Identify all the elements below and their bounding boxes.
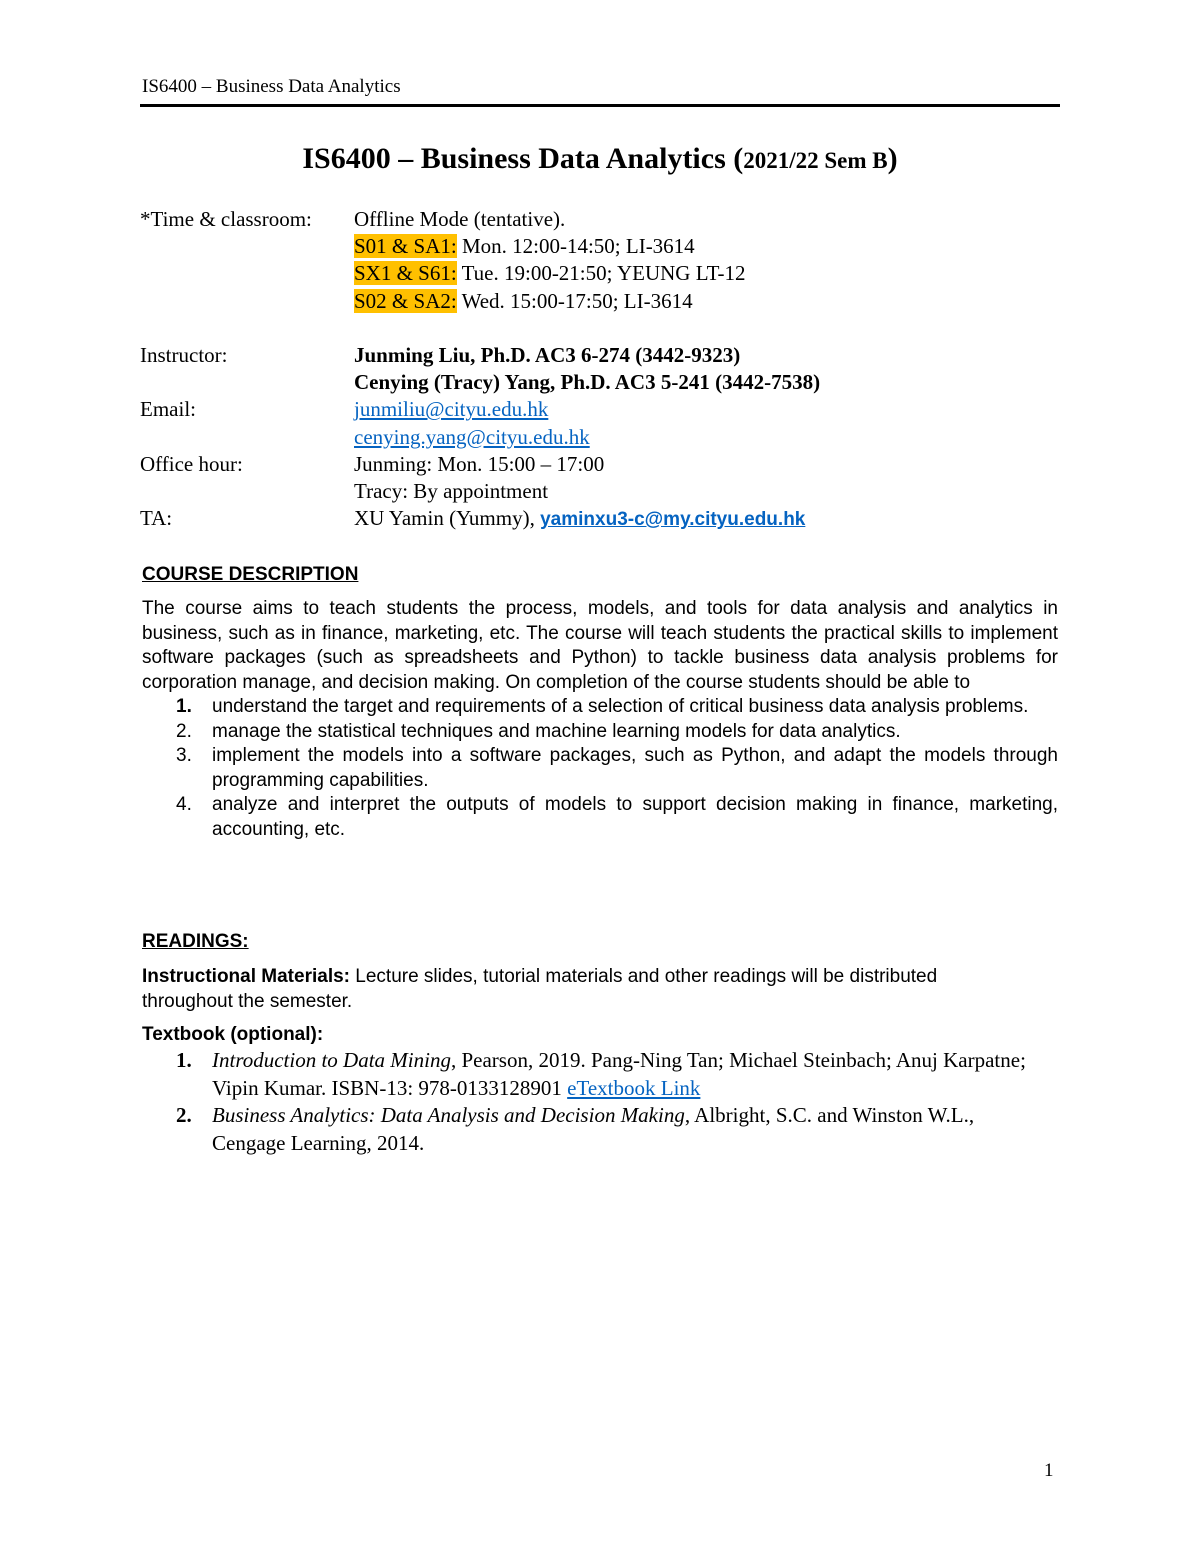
time-classroom-label: *Time & classroom:	[140, 207, 312, 231]
list-number: 2.	[176, 1103, 192, 1127]
session-row	[140, 260, 1060, 287]
email-row	[140, 396, 1060, 423]
book-title: Introduction to Data Mining	[212, 1048, 451, 1072]
list-item	[142, 744, 1058, 793]
title-close: )	[887, 142, 898, 175]
instructor-name: Junming Liu, Ph.D. AC3 6-274 (3442-9323)	[354, 342, 741, 367]
list-item	[142, 695, 1058, 720]
session-detail: Tue. 19:00-21:50; YEUNG LT-12	[456, 261, 746, 286]
list-number: 2.	[176, 720, 192, 742]
learning-goals-list	[142, 695, 1058, 842]
list-text: implement the models into a software packages, such as Python, and adapt the models through programming capabilities.	[212, 745, 1058, 791]
book-details: , Pearson, 2019. Pang-Ning Tan; Michael Steinbach; Anuj Karpatne; Vipin Kumar. ISBN-13: 978-0133128901	[212, 1048, 1026, 1100]
ta-email-link[interactable]: yaminxu3-c@my.cityu.edu.hk	[540, 509, 806, 531]
instructor-row	[140, 369, 1060, 396]
course-description-text: The course aims to teach students the process, models, and tools for data analysis and analytics in business, such as in finance, marketing, etc. The course will teach students the practical skills to implement software packages (such as spreadsheets and Python) to tackle business data analysis problems for corporation manage, and decision making. On completion of the course students should be able to	[142, 598, 1058, 693]
session-tag: S01 & SA1:	[354, 234, 457, 259]
office-hour-row	[140, 451, 1060, 478]
list-item	[142, 720, 1058, 745]
instructor-name: Cenying (Tracy) Yang, Ph.D. AC3 5-241 (3442-7538)	[354, 370, 821, 395]
session-row	[140, 288, 1060, 315]
ta-label: TA:	[140, 506, 173, 531]
list-number: 1.	[176, 696, 192, 717]
running-header: IS6400 – Business Data Analytics	[142, 76, 401, 97]
list-text: understand the target and requirements of a selection of critical business data analysis problems.	[212, 696, 1029, 717]
time-classroom-row	[140, 206, 1060, 233]
document-title	[140, 142, 1060, 176]
list-number: 4.	[176, 794, 192, 815]
office-hour-text: Junming: Mon. 15:00 – 17:00	[354, 451, 605, 476]
office-hour-label: Office hour:	[140, 451, 243, 476]
office-hour-row	[140, 478, 1060, 505]
list-number: 1.	[176, 1048, 192, 1072]
mode-text: Offline Mode (tentative).	[354, 207, 566, 231]
textbook-list	[142, 1047, 1032, 1157]
session-detail: Wed. 15:00-17:50; LI-3614	[456, 288, 693, 313]
list-number: 3.	[176, 745, 192, 766]
instructor-row	[140, 342, 1060, 369]
readings-section	[142, 929, 1058, 1157]
session-row	[140, 233, 1060, 260]
email-link[interactable]: cenying.yang@cityu.edu.hk	[354, 424, 590, 449]
course-info	[140, 206, 1060, 532]
header-rule	[140, 104, 1060, 107]
readings-heading: READINGS:	[142, 931, 249, 952]
page-number: 1	[1044, 1460, 1054, 1481]
email-row	[140, 424, 1060, 451]
course-description-heading: COURSE DESCRIPTION	[142, 564, 359, 585]
etextbook-link[interactable]: eTextbook Link	[567, 1075, 701, 1100]
session-tag: SX1 & S61:	[354, 261, 457, 286]
ta-row	[140, 505, 1060, 532]
email-label: Email:	[140, 397, 196, 422]
materials-label: Instructional Materials:	[142, 966, 350, 987]
materials-text: Lecture slides, tutorial materials and other readings will be distributed throughout the semester.	[142, 966, 938, 1012]
email-link[interactable]: junmiliu@cityu.edu.hk	[354, 397, 549, 422]
list-item	[142, 793, 1058, 842]
book-details: , Albright, S.C. and Winston W.L., Cengage Learning, 2014.	[212, 1103, 975, 1155]
list-text: analyze and interpret the outputs of models to support decision making in finance, marketing, accounting, etc.	[212, 794, 1058, 840]
session-tag: S02 & SA2:	[354, 288, 457, 313]
office-hour-text: Tracy: By appointment	[354, 478, 549, 503]
list-item	[142, 1102, 1032, 1157]
book-title: Business Analytics: Data Analysis and Decision Making	[212, 1103, 685, 1127]
instructor-label: Instructor:	[140, 342, 228, 367]
ta-name: XU Yamin (Yummy),	[354, 506, 541, 531]
title-semester: 2021/22 Sem B	[743, 148, 888, 173]
session-detail: Mon. 12:00-14:50; LI-3614	[456, 234, 695, 259]
textbook-label: Textbook (optional):	[142, 1024, 324, 1045]
list-text: manage the statistical techniques and machine learning models for data analytics.	[212, 720, 901, 742]
title-main: IS6400 – Business Data Analytics (	[302, 142, 744, 175]
instructional-materials	[142, 964, 962, 1014]
list-item	[142, 1047, 1032, 1102]
course-description-section	[142, 562, 1058, 842]
